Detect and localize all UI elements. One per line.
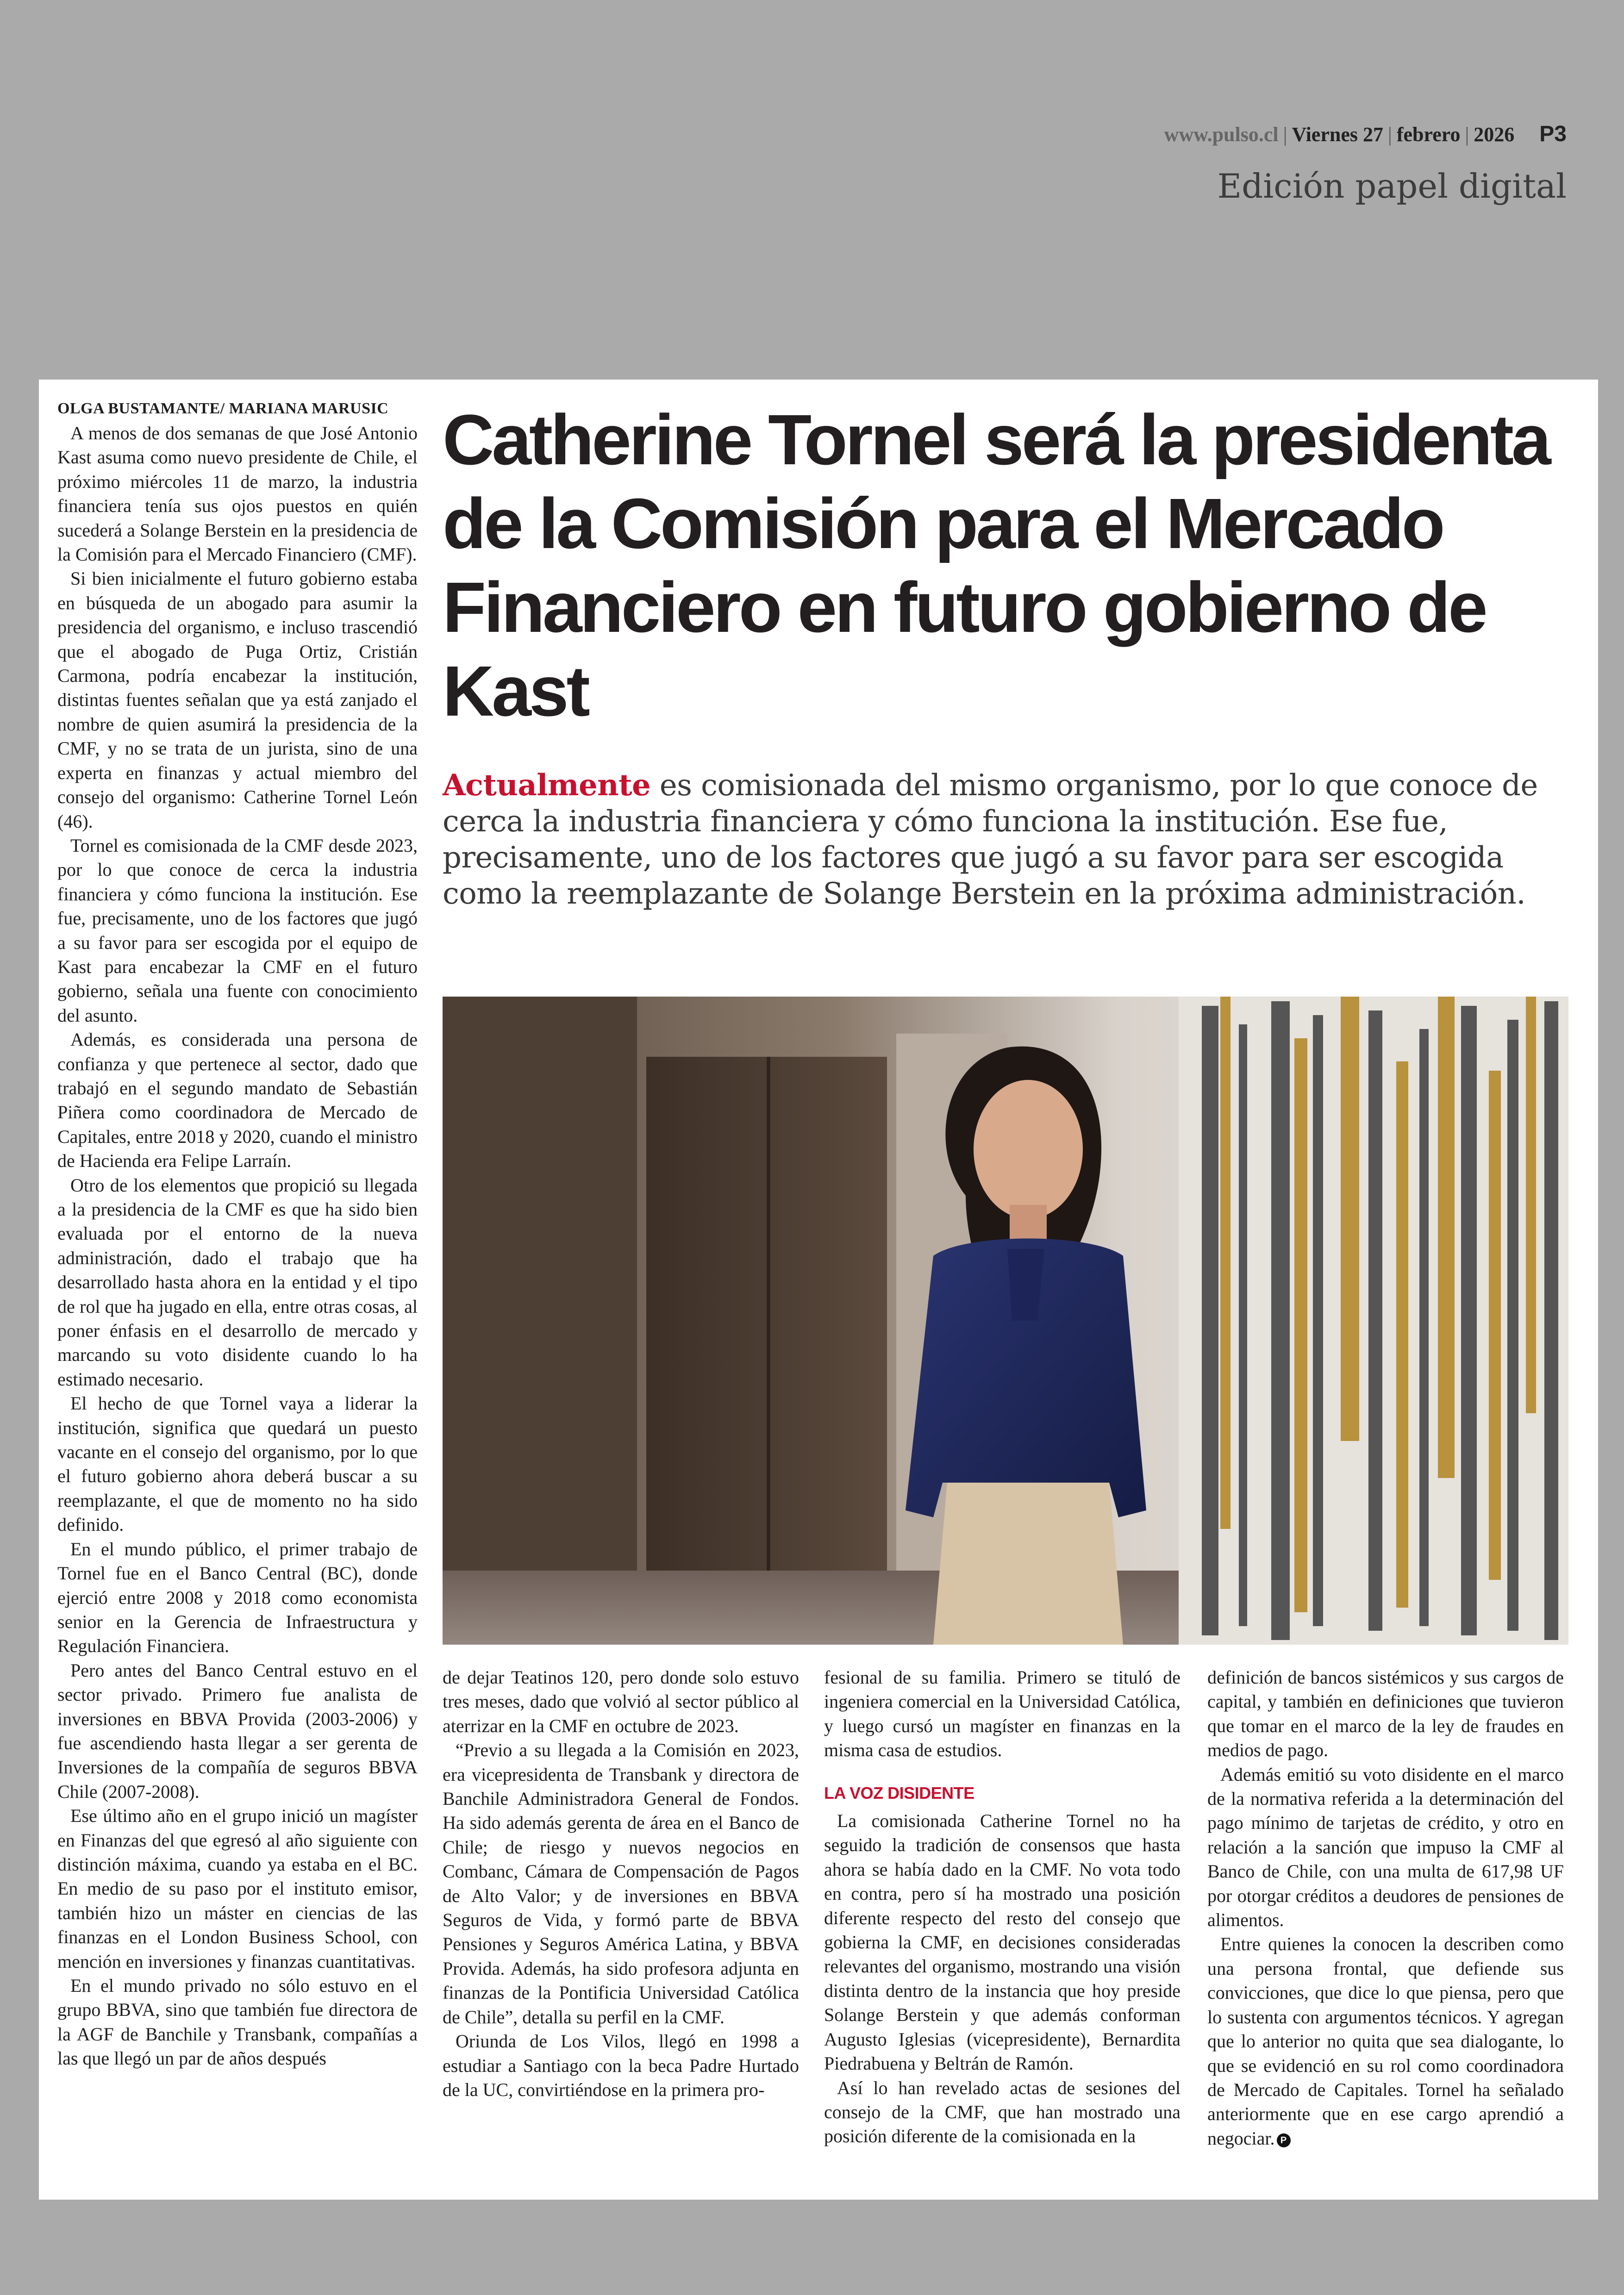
paragraph: Así lo han revelado actas de sesiones del consejo de la CMF, que han mostrado una posición diferente de la comisionada en la [824,2077,1181,2147]
paragraph: Ese último año en el grupo inició un magíster en Finanzas del que egresó al año siguiente con distinción máxima, cuando ya estaba en el BC. En medio de su paso por el instituto emisor, también hizo un máster en ciencias de las finanzas en el London Business School, con mención en inversiones y finanzas cuantitativas. [57,1805,418,1972]
paragraph: El hecho de que Tornel vaya a liderar la institución, significa que quedará un puesto vacante en el consejo del organismo, por lo que el futuro gobierno ahora deberá buscar a su reemplazante, el que de momento no ha sido definido. [57,1393,418,1535]
paragraph [1207,1932,1564,2151]
header-separator: | [1388,123,1392,146]
body-column-4 [1207,1665,1564,2151]
paragraph: definición de bancos sistémicos y sus cargos de capital, y también en definiciones que tuvieron que tomar en el marco de la ley de fraudes en medios de pago. [1207,1667,1564,1761]
page-header [1164,121,1567,147]
header-year: 2026 [1474,123,1515,146]
portrait-photo [443,997,1568,1645]
paragraph: Otro de los elementos que propició su llegada a la presidencia de la CMF es que ha sido bien evaluada por el entorno de la nueva administración, dado el trabajo que ha desarrollado hasta ahora en la entidad y el tipo de rol que ha jugado en ella, entre otras cosas, al poner énfasis en el desarrollo de mercado y marcando su voto disidente cuando lo ha estimado necesario. [57,1174,418,1390]
article-page [39,380,1598,2200]
site-url[interactable]: www.pulso.cl [1164,123,1279,146]
header-separator: | [1465,123,1469,146]
edition-label: Edición papel digital [1217,167,1567,206]
lead-paragraph [443,767,1572,912]
lead-text: es comisionada del mismo organismo, por lo que conoce de cerca la industria financiera y cómo funciona la institución. Ese fue, precisamente, uno de los factores que jugó a su favor para ser escogida como la reemplazante de Solange Berstein en la próxima administración. [443,768,1538,911]
byline: OLGA BUSTAMANTE/ MARIANA MARUSIC [57,400,389,417]
body-column-2 [443,1665,799,2102]
closing-text: Entre quienes la conocen la describen como una persona frontal, que defiende sus convicciones, que dice lo que piensa, pero que lo sustenta con argumentos técnicos. Y agregan que lo anterior no quita que sea dialogante, lo que se evidenció en su rol como coordinadora de Mercado de Capitales. Tornel ha señalado anteriormente que en ese cargo aprendió a negociar. [1207,1933,1564,2149]
paragraph: La comisionada Catherine Tornel no ha seguido la tradición de consensos que hasta ahora se había dado en la CMF. No vota todo en contra, pero sí ha mostrado una posición diferente respecto del resto del consejo que gobierna la CMF, en decisiones consideradas relevantes del organismo, mostrando una visión distinta dentro de la instancia que hoy preside Solange Berstein y que además conforman Augusto Iglesias (vicepresidente), Bernardita Piedrabuena y Beltrán de Ramón. [824,1810,1181,2074]
paragraph: A menos de dos semanas de que José Antonio Kast asuma como nuevo presidente de Chile, el próximo miércoles 11 de marzo, la industria financiera tenía sus ojos puestos en quién sucederá a Solange Berstein en la presidencia de la Comisión para el Mercado Financiero (CMF). [57,423,418,565]
paragraph: Oriunda de Los Vilos, llegó en 1998 a estudiar a Santiago con la beca Padre Hurtado de la UC, convirtiéndose en la primera pro- [443,2031,799,2100]
paragraph: En el mundo público, el primer trabajo de Tornel fue en el Banco Central (BC), donde ejerció entre 2008 y 2018 como economista senior en la Gerencia de Infraestructura y Regulación Financiera. [57,1538,418,1657]
paragraph: Además, es considerada una persona de confianza y que pertenece al sector, dado que trabajó en el segundo mandato de Sebastián Piñera como coordinadora de Mercado de Capitales, entre 2018 y 2020, cuando el ministro de Hacienda era Felipe Larraín. [57,1029,418,1172]
paragraph: fesional de su familia. Primero se tituló de ingeniera comercial en la Universidad Católica, y luego cursó un magíster en finanzas en la misma casa de estudios. [824,1667,1181,1761]
page-number: P3 [1539,122,1567,146]
header-day: Viernes 27 [1292,123,1383,146]
paragraph: Además emitió su voto disidente en el marco de la normativa referida a la determinación del pago mínimo de tarjetas de crédito, y otro en relación a la sanción que impuso la CMF al Banco de Chile, con una multa de 617,98 UF por otorgar créditos a deudores de pensiones de alimentos. [1207,1764,1564,1931]
header-month: febrero [1396,123,1461,146]
paragraph: de dejar Teatinos 120, pero donde solo estuvo tres meses, dado que volvió al sector público al aterrizar en la CMF en octubre de 2023. [443,1667,799,1736]
paragraph: En el mundo privado no sólo estuvo en el grupo BBVA, sino que también fue directora de la AGF de Banchile y Transbank, compañías a las que llegó un par de años después [57,1975,418,2069]
paragraph: Tornel es comisionada de la CMF desde 2023, por lo que conoce de cerca la industria financiera y cómo funciona la institución. Ese fue, precisamente, uno de los factores que jugó a su favor para ser escogida por el equipo de Kast para encabezar la CMF en el futuro gobierno, señala una fuente con conocimiento del asunto. [57,835,418,1026]
paragraph: Si bien inicialmente el futuro gobierno estaba en búsqueda de un abogado para asumir la presidencia del organismo, e incluso trascendió que el abogado de Puga Ortiz, Cristián Carmona, podría encabezar la institución, distintas fuentes señalan que ya está zanjado el nombre de quien asumirá la presidencia de la CMF, y no se trata de un jurista, sino de una experta en finanzas y actual miembro del consejo del organismo: Catherine Tornel León (46). [57,568,418,832]
subhead: LA VOZ DISIDENTE [824,1783,974,1802]
headline: Catherine Tornel será la presidenta de la Comisión para el Mercado Financiero en futuro gobierno de Kast [443,400,1549,731]
lead-kicker: Actualmente [443,768,651,803]
header-separator: | [1283,123,1287,146]
body-column-1 [57,398,418,2071]
paragraph: “Previo a su llegada a la Comisión en 2023, era vicepresidenta de Transbank y directora de Banchile Administradora General de Fondos. Ha sido además gerenta de área en el Banco de Chile; de riesgo y nuevos negocios en Combanc, Cámara de Compensación de Pagos de Alto Valor; y de inversiones en BBVA Seguros de Vida, y formó parte de BBVA Pensiones y Seguros América Latina, y BBVA Provida. Además, ha sido profesora adjunta en finanzas de la Pontificia Universidad Católica de Chile”, detalla su perfil en la CMF. [443,1740,799,2027]
body-column-3 [824,1665,1181,2149]
paragraph: Pero antes del Banco Central estuvo en el sector privado. Primero fue analista de inversiones en BBVA Provida (2003-2006) y fue ascendiendo hasta llegar a ser gerenta de Inversiones de la compañía de seguros BBVA Chile (2007-2008). [57,1659,418,1802]
end-mark-icon: P [1277,2133,1291,2147]
